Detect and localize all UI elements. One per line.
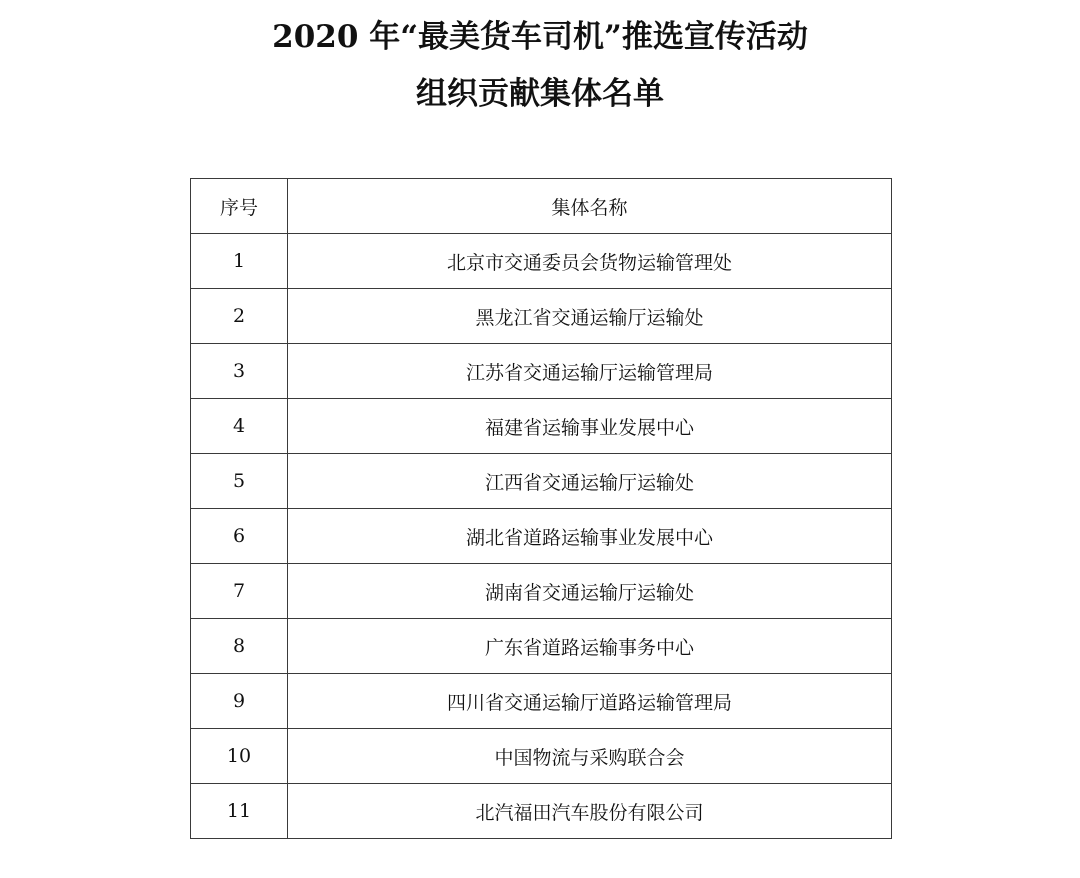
row-name: 广东省道路运输事务中心 bbox=[288, 619, 892, 674]
row-index: 1 bbox=[191, 234, 288, 289]
table-header-row bbox=[191, 179, 892, 234]
table-row bbox=[191, 729, 892, 784]
row-index: 11 bbox=[191, 784, 288, 839]
row-name: 福建省运输事业发展中心 bbox=[288, 399, 892, 454]
row-name: 四川省交通运输厅道路运输管理局 bbox=[288, 674, 892, 729]
table-row bbox=[191, 564, 892, 619]
row-name: 湖南省交通运输厅运输处 bbox=[288, 564, 892, 619]
table-row bbox=[191, 674, 892, 729]
table-row bbox=[191, 784, 892, 839]
table-row bbox=[191, 509, 892, 564]
table-row bbox=[191, 289, 892, 344]
row-index: 9 bbox=[191, 674, 288, 729]
document-title: 2020 年“最美货车司机”推选宣传活动 bbox=[272, 19, 808, 55]
row-name: 湖北省道路运输事业发展中心 bbox=[288, 509, 892, 564]
row-index: 4 bbox=[191, 399, 288, 454]
row-name: 北京市交通委员会货物运输管理处 bbox=[288, 234, 892, 289]
document-subtitle: 组织贡献集体名单 bbox=[416, 76, 664, 112]
row-name: 江苏省交通运输厅运输管理局 bbox=[288, 344, 892, 399]
row-index: 5 bbox=[191, 454, 288, 509]
table-row bbox=[191, 344, 892, 399]
row-name: 江西省交通运输厅运输处 bbox=[288, 454, 892, 509]
row-index: 2 bbox=[191, 289, 288, 344]
row-name: 北汽福田汽车股份有限公司 bbox=[288, 784, 892, 839]
row-index: 8 bbox=[191, 619, 288, 674]
row-name: 中国物流与采购联合会 bbox=[288, 729, 892, 784]
header-name: 集体名称 bbox=[288, 179, 892, 234]
row-index: 7 bbox=[191, 564, 288, 619]
row-name: 黑龙江省交通运输厅运输处 bbox=[288, 289, 892, 344]
table-row bbox=[191, 454, 892, 509]
collective-list-table bbox=[190, 178, 892, 839]
table-row bbox=[191, 234, 892, 289]
table-row bbox=[191, 399, 892, 454]
row-index: 3 bbox=[191, 344, 288, 399]
row-index: 10 bbox=[191, 729, 288, 784]
row-index: 6 bbox=[191, 509, 288, 564]
header-index: 序号 bbox=[191, 179, 288, 234]
table-row bbox=[191, 619, 892, 674]
